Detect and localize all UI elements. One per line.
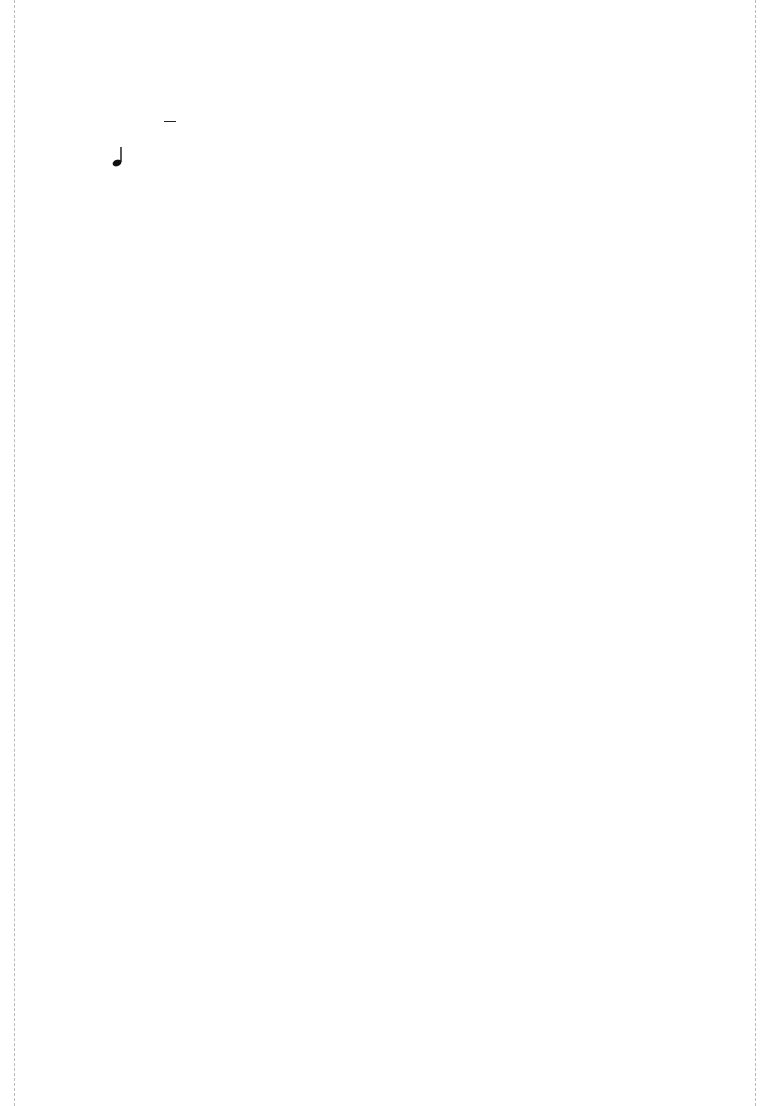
- quarter-note-icon: [112, 146, 124, 172]
- meter-line: [164, 121, 176, 122]
- right-watermark-strip: [758, 0, 770, 1106]
- left-watermark-strip: [0, 0, 12, 1106]
